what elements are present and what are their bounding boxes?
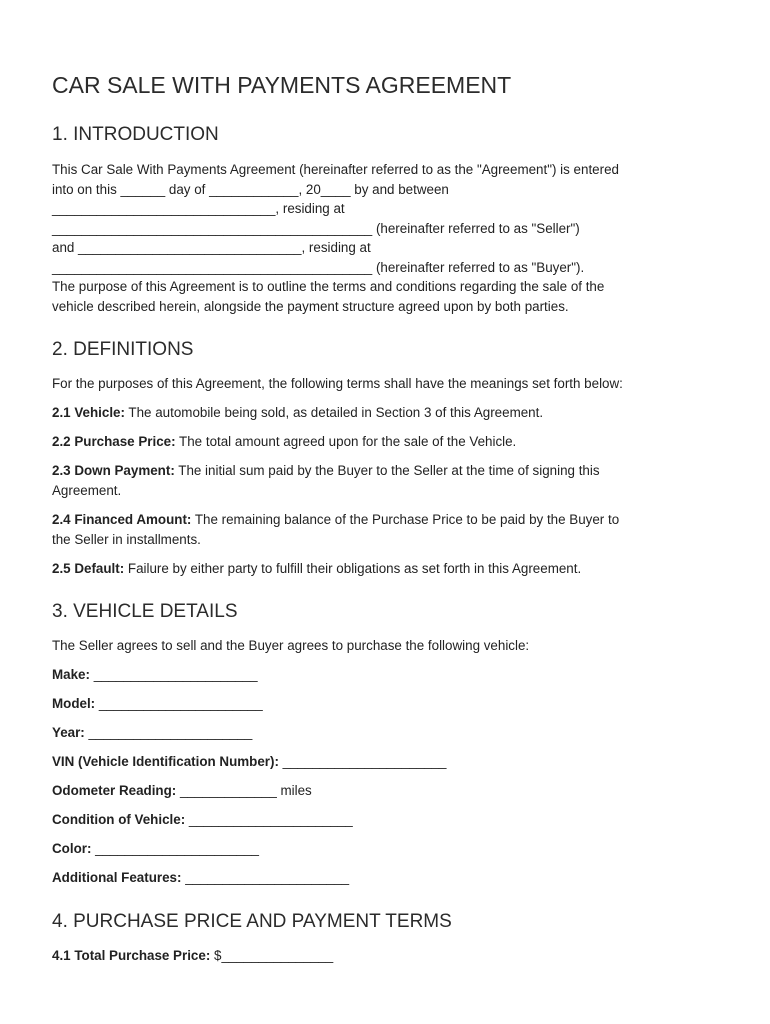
intro-line: ___________________________________________ (hereinafter referred to as "Buyer").: [52, 259, 585, 275]
definition-term: 2.2 Purchase Price:: [52, 434, 176, 449]
definition-text: The total amount agreed upon for the sale of the Vehicle.: [175, 434, 517, 449]
vehicle-field: [52, 723, 252, 743]
vehicle-field: [52, 665, 258, 685]
vehicle-field: [52, 752, 447, 772]
intro-line: The purpose of this Agreement is to outline the terms and conditions regarding the sale of the: [52, 279, 605, 294]
vehicle-lead: The Seller agrees to sell and the Buyer agrees to purchase the following vehicle:: [52, 638, 530, 653]
intro-line: This Car Sale With Payments Agreement (hereinafter referred to as the "Agreement") is entered: [52, 162, 619, 177]
field-blank: ______________________: [91, 841, 259, 856]
section-heading-purchase-price: 4. PURCHASE PRICE AND PAYMENT TERMS: [52, 911, 452, 932]
intro-line: ______________________________, residing at: [52, 201, 345, 216]
vehicle-field: [52, 810, 353, 830]
intro-line: and ______________________________, residing at: [52, 240, 371, 255]
definition-item: [52, 510, 619, 530]
section-heading-introduction: 1. INTRODUCTION: [52, 124, 219, 145]
definition-text: The initial sum paid by the Buyer to the Seller at the time of signing this: [174, 463, 600, 478]
definition-text: The remaining balance of the Purchase Price to be paid by the Buyer to: [191, 512, 620, 527]
section-heading-definitions: 2. DEFINITIONS: [52, 339, 194, 360]
field-blank: ______________________: [181, 870, 350, 885]
intro-line: ___________________________________________ (hereinafter referred to as "Seller"): [52, 220, 580, 236]
definition-text: The automobile being sold, as detailed in Section 3 of this Agreement.: [124, 405, 544, 420]
definition-term: 2.1 Vehicle:: [52, 405, 125, 420]
section-heading-vehicle-details: 3. VEHICLE DETAILS: [52, 601, 238, 622]
field-label: Additional Features:: [52, 870, 182, 885]
field-label: Color:: [52, 841, 92, 856]
definition-item: [52, 432, 516, 452]
payment-item: [52, 946, 333, 966]
definition-text: Failure by either party to fulfill their obligations as set forth in this Agreement.: [124, 561, 582, 576]
field-label: Odometer Reading:: [52, 783, 177, 798]
field-blank: _____________ miles: [176, 783, 312, 798]
field-blank: ______________________: [89, 667, 258, 682]
field-label: Make:: [52, 667, 90, 682]
field-label: Model:: [52, 696, 96, 711]
document-title: CAR SALE WITH PAYMENTS AGREEMENT: [52, 72, 512, 98]
field-label: Condition of Vehicle:: [52, 812, 186, 827]
definition-continuation: the Seller in installments.: [52, 531, 201, 547]
field-blank: ______________________: [278, 754, 447, 769]
vehicle-field: [52, 839, 259, 859]
field-blank: ______________________: [84, 725, 253, 740]
vehicle-field: [52, 868, 349, 888]
payment-blank: $_______________: [210, 948, 334, 963]
intro-line: into on this ______ day of ____________, 20____ by and between: [52, 181, 449, 197]
field-label: VIN (Vehicle Identification Number):: [52, 754, 279, 769]
payment-term: 4.1 Total Purchase Price:: [52, 948, 211, 963]
field-label: Year:: [52, 725, 85, 740]
definition-item: [52, 461, 600, 481]
intro-line: vehicle described herein, alongside the payment structure agreed upon by both parties.: [52, 298, 569, 314]
definition-item: [52, 403, 543, 423]
definition-term: 2.3 Down Payment:: [52, 463, 175, 478]
definitions-lead: For the purposes of this Agreement, the following terms shall have the meanings set forth below:: [52, 376, 623, 391]
definition-item: [52, 559, 581, 579]
definition-continuation: Agreement.: [52, 482, 122, 498]
vehicle-field: [52, 781, 312, 801]
definition-term: 2.5 Default:: [52, 561, 125, 576]
field-blank: ______________________: [185, 812, 353, 827]
vehicle-field: [52, 694, 263, 714]
definition-term: 2.4 Financed Amount:: [52, 512, 192, 527]
field-blank: ______________________: [95, 696, 263, 711]
